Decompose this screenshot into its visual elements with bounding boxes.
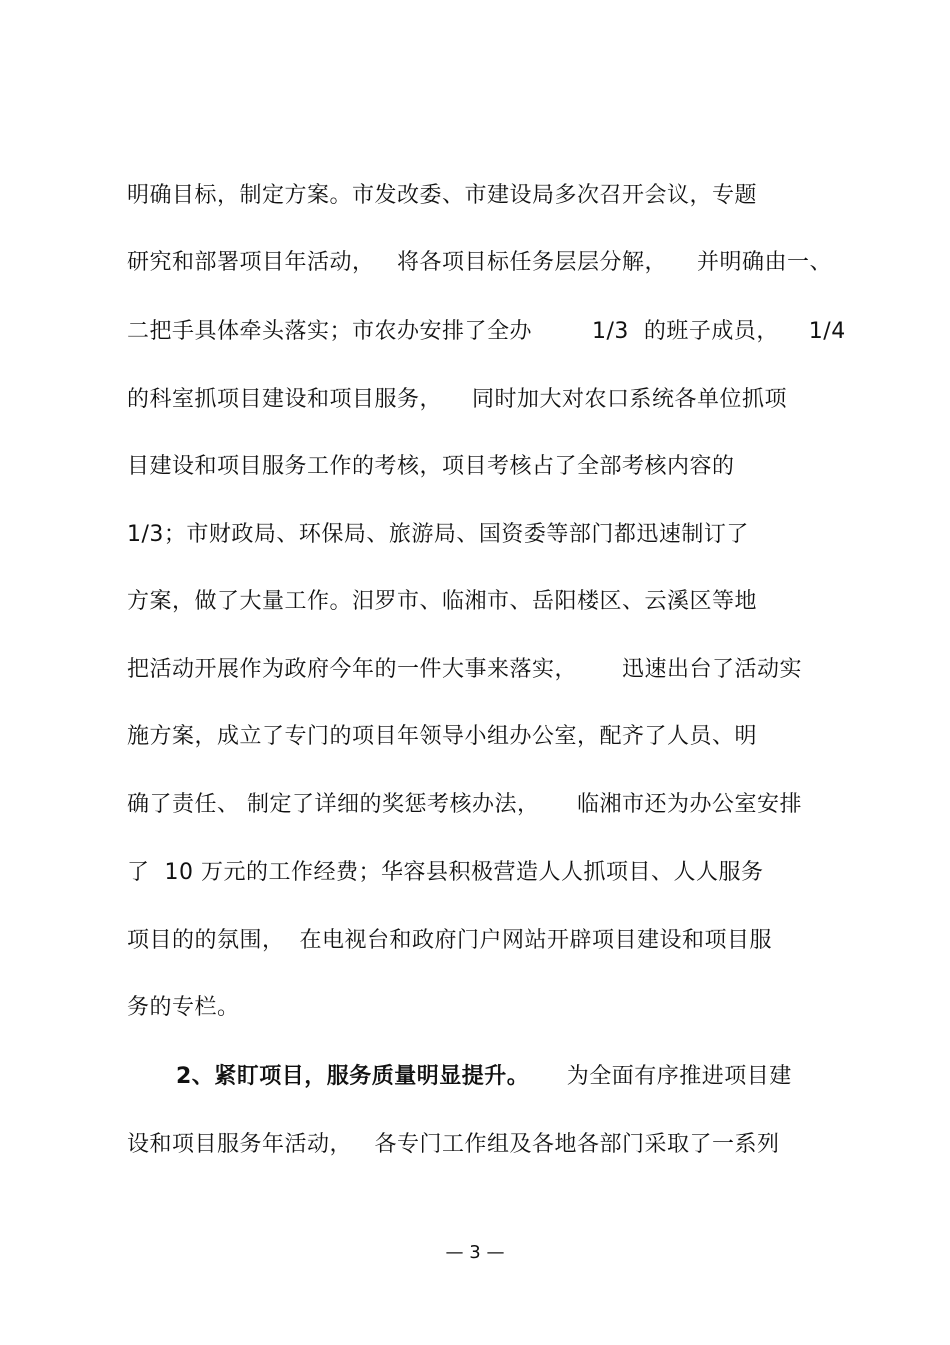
paragraph-line: 项目的的氛围， 在电视台和政府门户网站开辟项目建设和项目服 bbox=[127, 928, 772, 953]
section-2-heading: 2、紧盯项目，服务质量明显提升。 bbox=[176, 1064, 530, 1089]
paragraph-line: 确了责任、 制定了详细的奖惩考核办法， 临湘市还为办公室安排 bbox=[127, 792, 802, 817]
paragraph-line: 的科室抓项目建设和项目服务， 同时加大对农口系统各单位抓项 bbox=[127, 387, 787, 412]
section-2-first-line bbox=[176, 1062, 792, 1092]
section-2-text: 为全面有序推进项目建 bbox=[529, 1064, 792, 1089]
paragraph-line: 方案，做了大量工作。汨罗市、临湘市、岳阳楼区、云溪区等地 bbox=[127, 589, 758, 614]
paragraph-line: 施方案，成立了专门的项目年领导小组办公室，配齐了人员、明 bbox=[127, 724, 758, 749]
paragraph-line: 1/3；市财政局、环保局、旅游局、国资委等部门都迅速制订了 bbox=[127, 522, 749, 547]
page-number: — 3 — bbox=[445, 1242, 505, 1263]
paragraph-line: 设和项目服务年活动， 各专门工作组及各地各部门采取了一系列 bbox=[127, 1132, 780, 1157]
paragraph-line: 目建设和项目服务工作的考核，项目考核占了全部考核内容的 bbox=[127, 454, 735, 479]
paragraph-line: 把活动开展作为政府今年的一件大事来落实， 迅速出台了活动实 bbox=[127, 657, 802, 682]
paragraph-line: 务的专栏。 bbox=[127, 995, 240, 1020]
paragraph-line: 明确目标，制定方案。市发改委、市建设局多次召开会议，专题 bbox=[127, 183, 758, 208]
paragraph-line: 了 10 万元的工作经费；华容县积极营造人人抓项目、人人服务 bbox=[127, 860, 764, 885]
paragraph-line: 二把手具体牵头落实；市农办安排了全办 1/3 的班子成员， 1/4 bbox=[127, 319, 846, 344]
paragraph-line: 研究和部署项目年活动， 将各项目标任务层层分解， 并明确由一、 bbox=[127, 250, 832, 275]
